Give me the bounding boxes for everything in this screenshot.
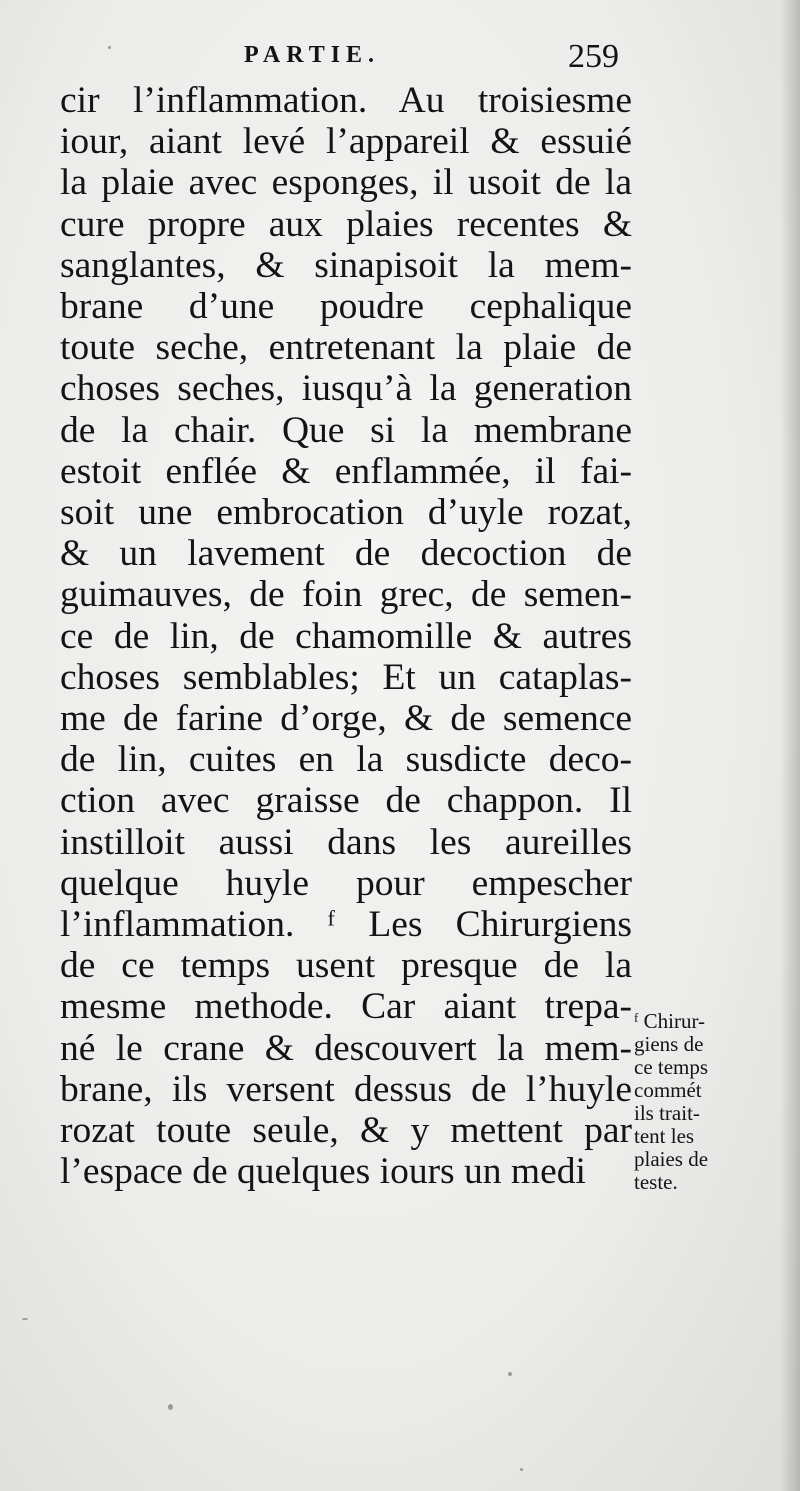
text-line: mesme methode. Car aiant trepa-: [60, 986, 632, 1028]
paper-speck: [108, 46, 111, 49]
text-line: brane, ils versent dessus de l’huyle: [60, 1068, 632, 1110]
paper-speck: [168, 1404, 173, 1410]
text-line: brane d’une poudre cephalique: [60, 286, 632, 328]
text-line: cir l’inflammation. Au troisiesme: [60, 80, 632, 121]
marginal-note-line: giens de: [634, 1032, 704, 1056]
text-line: choses semblables; Et un cataplas-: [60, 656, 632, 698]
paper-speck: [520, 1468, 523, 1471]
marginal-note-line: ils trait-: [634, 1101, 700, 1125]
running-head: PARTIE.: [244, 42, 381, 68]
marginal-note-line: commét: [634, 1078, 702, 1102]
marginal-note-line: teste.: [634, 1170, 678, 1194]
text-line: de lin, cuites en la susdicte deco-: [60, 739, 632, 781]
marginal-note-line: ᶠ Chirur-: [634, 1009, 706, 1033]
text-line: de la chair. Que si la membrane: [60, 409, 632, 451]
text-line: instilloit aussi dans les aureilles: [60, 821, 632, 863]
text-line: & un lavement de decoction de: [60, 533, 632, 575]
text-line: rozat toute seule, & y mettent par: [60, 1110, 632, 1152]
text-line: né le crane & descouvert la mem-: [60, 1027, 632, 1069]
page-gutter-shadow: [780, 0, 800, 1491]
paper-speck: [508, 1372, 512, 1376]
page-header: [0, 38, 800, 78]
text-line: estoit enflée & enflammée, il fai-: [60, 450, 632, 492]
text-line: cure propre aux plaies recentes &: [60, 203, 632, 245]
text-line: choses seches, iusqu’à la generation: [60, 368, 632, 410]
text-line: guimauves, de foin grec, de semen-: [60, 574, 632, 616]
text-line: l’espace de quelques iours un medi: [60, 1151, 586, 1193]
marginal-note-line: plaies de: [634, 1147, 709, 1171]
text-line: ction avec graisse de chappon. Il: [60, 780, 632, 822]
main-text-block: [60, 80, 632, 1192]
text-line: soit une embrocation d’uyle rozat,: [60, 492, 632, 534]
text-line: de ce temps usent presque de la: [60, 945, 632, 987]
text-line: sanglantes, & sinapisoit la mem-: [60, 244, 632, 286]
text-line: la plaie avec esponges, il usoit de la: [60, 162, 632, 204]
paper-speck: [22, 1318, 28, 1320]
text-line: iour, aiant levé l’appareil & essuié: [60, 121, 632, 163]
text-line: me de farine d’orge, & de semence: [60, 698, 632, 740]
marginal-note: [634, 1010, 744, 1194]
text-line: l’inflammation. ᶠ Les Chirurgiens: [60, 904, 632, 946]
text-line: ce de lin, de chamomille & autres: [60, 615, 632, 657]
page-number: 259: [568, 38, 619, 75]
text-line: quelque huyle pour empescher: [60, 862, 632, 904]
marginal-note-line: ce temps: [634, 1055, 709, 1079]
text-line: toute seche, entretenant la plaie de: [60, 327, 632, 369]
marginal-note-line: tent les: [634, 1124, 695, 1148]
